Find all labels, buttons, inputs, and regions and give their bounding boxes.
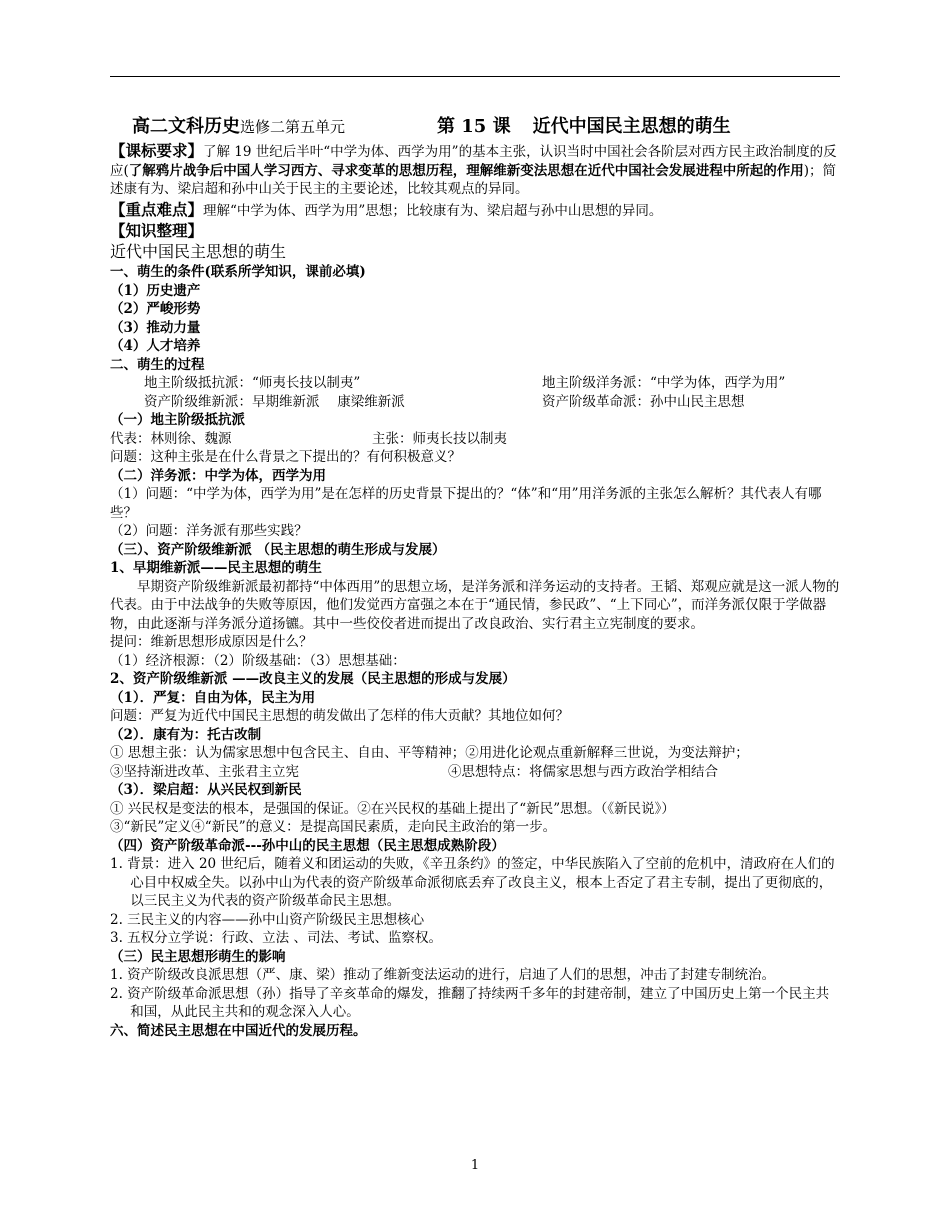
- document-body: [110, 114, 842, 1040]
- kang-youwei-row: [110, 763, 842, 782]
- liang-qichao-point-2: ③“新民”定义④“新民”的意义：是提高国民素质，走向民主政治的第一步。: [110, 819, 557, 835]
- title-main: 高二文科历史: [132, 116, 240, 137]
- part-4-title: （四）资产阶级革命派---孙中山的民主思想（民主思想成熟阶段）: [110, 837, 505, 854]
- knowledge-label: 【知识整理】: [110, 221, 204, 240]
- section-2-title: 二、萌生的过程: [110, 356, 205, 373]
- part-3-title: （三）、资产阶级维新派 （民主思想的萌生形成与发展）: [110, 541, 446, 558]
- early-reform-title: 1、早期维新派——民主思想的萌生: [110, 560, 322, 576]
- part-4-item-3: 3. 五权分立学说：行政、立法 、司法、考试、监察权。: [110, 930, 442, 946]
- yan-fu-title: （1）．严复：自由为体，民主为用: [110, 689, 316, 706]
- section-1-item: （4）人才培养: [110, 338, 201, 354]
- part-1-rep-row: [110, 430, 842, 449]
- key-points-text: 理解“中学为体、西学为用”思想；比较康有为、梁启超与孙中山思想的异同。: [203, 202, 663, 219]
- section-1-item: （1）历史遗产: [110, 282, 201, 299]
- kang-youwei-title: （2）．康有为：托古改制: [110, 726, 262, 743]
- process-landlord-resistance: 地主阶级抵抗派：“师夷长技以制夷”: [144, 375, 361, 391]
- knowledge-heading: 近代中国民主思想的萌生: [110, 242, 287, 261]
- title-topic: 近代中国民主思想的萌生: [532, 116, 731, 137]
- process-landlord-westernization: 地主阶级洋务派：“中学为体，西学为用”: [542, 375, 786, 391]
- liang-qichao-point-1: ① 兴民权是变法的根本，是强国的保证。②在兴民权的基础上提出了“新民”思想。（《新民说》）: [110, 800, 675, 817]
- requirements-paragraph: [110, 140, 842, 199]
- kang-youwei-point-1: ① 思想主张：认为儒家思想中包含民主、自由、平等精神；②用进化论观点重新解释三世说，为变法辩护；: [110, 745, 749, 761]
- process-bourgeois-revolution: 资产阶级革命派：孙中山民主思想: [542, 393, 745, 410]
- section-6-title: 六、简述民主思想在中国近代的发展历程。: [110, 1022, 367, 1039]
- requirements-text2: )；简述康有为、梁启超和孙中山关于民主的主要论述，比较其观点的异同。: [110, 162, 837, 197]
- part-1-title: （一）地主阶级抵抗派: [110, 412, 245, 428]
- process-bourgeois-reform: 资产阶级维新派：早期维新派 康梁维新派: [144, 393, 405, 410]
- title-lesson: 第 15 课: [437, 116, 511, 137]
- early-reform-answer: （1）经济根源：（2）阶级基础：（3）思想基础：: [110, 652, 406, 669]
- requirements-text1: 了解 19 世纪后半叶“中学为体、西学为用”的基本主张，认识当时中国社会各阶层对西方民主政治制度的反应(: [110, 144, 837, 179]
- part-2-title: （二）洋务派：中学为体，西学为用: [110, 467, 326, 484]
- early-reform-question: 提问：维新思想形成原因是什么？: [110, 634, 313, 650]
- section-1-title: 一、萌生的条件(联系所学知识，课前必填): [110, 264, 366, 280]
- header-rule: [110, 76, 840, 77]
- title-unit: 选修二第五单元: [240, 118, 346, 136]
- part-1-question: 问题：这种主张是在什么背景之下提出的？有何积极意义？: [110, 449, 461, 465]
- part-4-item-1: 1. 背景：进入 20 世纪后，随着义和团运动的失败，《辛丑条约》的签定，中华民族陷入了空前的危机中，清政府在人们的心目中权威全失。以孙中山为代表的资产阶级革命派彻底丢弃了改良主义，根本上否定了君主专制，提出了更彻底的，以三民主义为代表的资产阶级革命民主思想。: [110, 856, 835, 909]
- section-1-item: （2）严峻形势: [110, 301, 201, 317]
- key-points-label: 【重点难点】: [110, 199, 204, 219]
- part-4-item-2: 2. 三民主义的内容——孙中山资产阶级民主思想核心: [110, 911, 425, 928]
- part-5-title: （三）民主思想形萌生的影响: [110, 948, 286, 965]
- part-2-question-2: （2）问题：洋务派有那些实践？: [110, 523, 308, 539]
- part-1-claim: 主张：师夷长技以制夷: [372, 430, 507, 447]
- kang-youwei-point-4: ④思想特点：将儒家思想与西方政治学相结合: [448, 763, 718, 780]
- key-points-paragraph: [110, 199, 842, 221]
- kang-youwei-point-3: ③坚持渐进改革、主张君主立宪: [110, 763, 299, 780]
- part-5-item-2: 2. 资产阶级革命派思想（孙）指导了辛亥革命的爆发，推翻了持续两千多年的封建帝制，建立了中国历史上第一个民主共和国，从此民主共和的观念深入人心。: [110, 985, 830, 1020]
- part-1-representatives: 代表：林则徐、魏源: [110, 430, 232, 447]
- part-2-question-1: （1）问题：“中学为体，西学为用”是在怎样的历史背景下提出的？“体”和“用”用洋务派的主张怎么解析？其代表人有哪些？: [110, 486, 822, 521]
- process-row-2: [110, 393, 842, 412]
- requirements-label: 【课标要求】: [110, 141, 204, 160]
- yan-fu-question: 问题：严复为近代中国民主思想的萌发做出了怎样的伟大贡献？其地位如何？: [110, 708, 569, 724]
- requirements-bold: 了解鸦片战争后中国人学习西方、寻求变革的思想历程，理解维新变法思想在近代中国社会发展进程中所起的作用: [128, 162, 804, 179]
- early-reform-paragraph: 早期资产阶级维新派最初都持“中体西用”的思想立场，是洋务派和洋务运动的支持者。王韬、郑观应就是这一派人物的代表。由于中法战争的失败等原因，他们发觉西方富强之本在于“通民情，参民政”、“上下同心”，而洋务派仅限于学做器物，由此逐渐与洋务派分道扬镳。其中一些佼佼者进而提出了改良政治、实行君主立宪制度的要求。: [110, 578, 840, 632]
- document-title: [132, 114, 842, 140]
- part-5-item-1: 1. 资产阶级改良派思想（严、康、梁）推动了维新变法运动的进行，启迪了人们的思想，冲击了封建专制统治。: [110, 967, 776, 983]
- process-row-1: [110, 374, 842, 393]
- reform-development-title: 2、资产阶级维新派 ——改良主义的发展（民主思想的形成与发展）: [110, 671, 516, 687]
- liang-qichao-title: （3）．梁启超：从兴民权到新民: [110, 782, 302, 798]
- section-1-item: （3）推动力量: [110, 319, 201, 336]
- page-number: 1: [470, 1158, 480, 1173]
